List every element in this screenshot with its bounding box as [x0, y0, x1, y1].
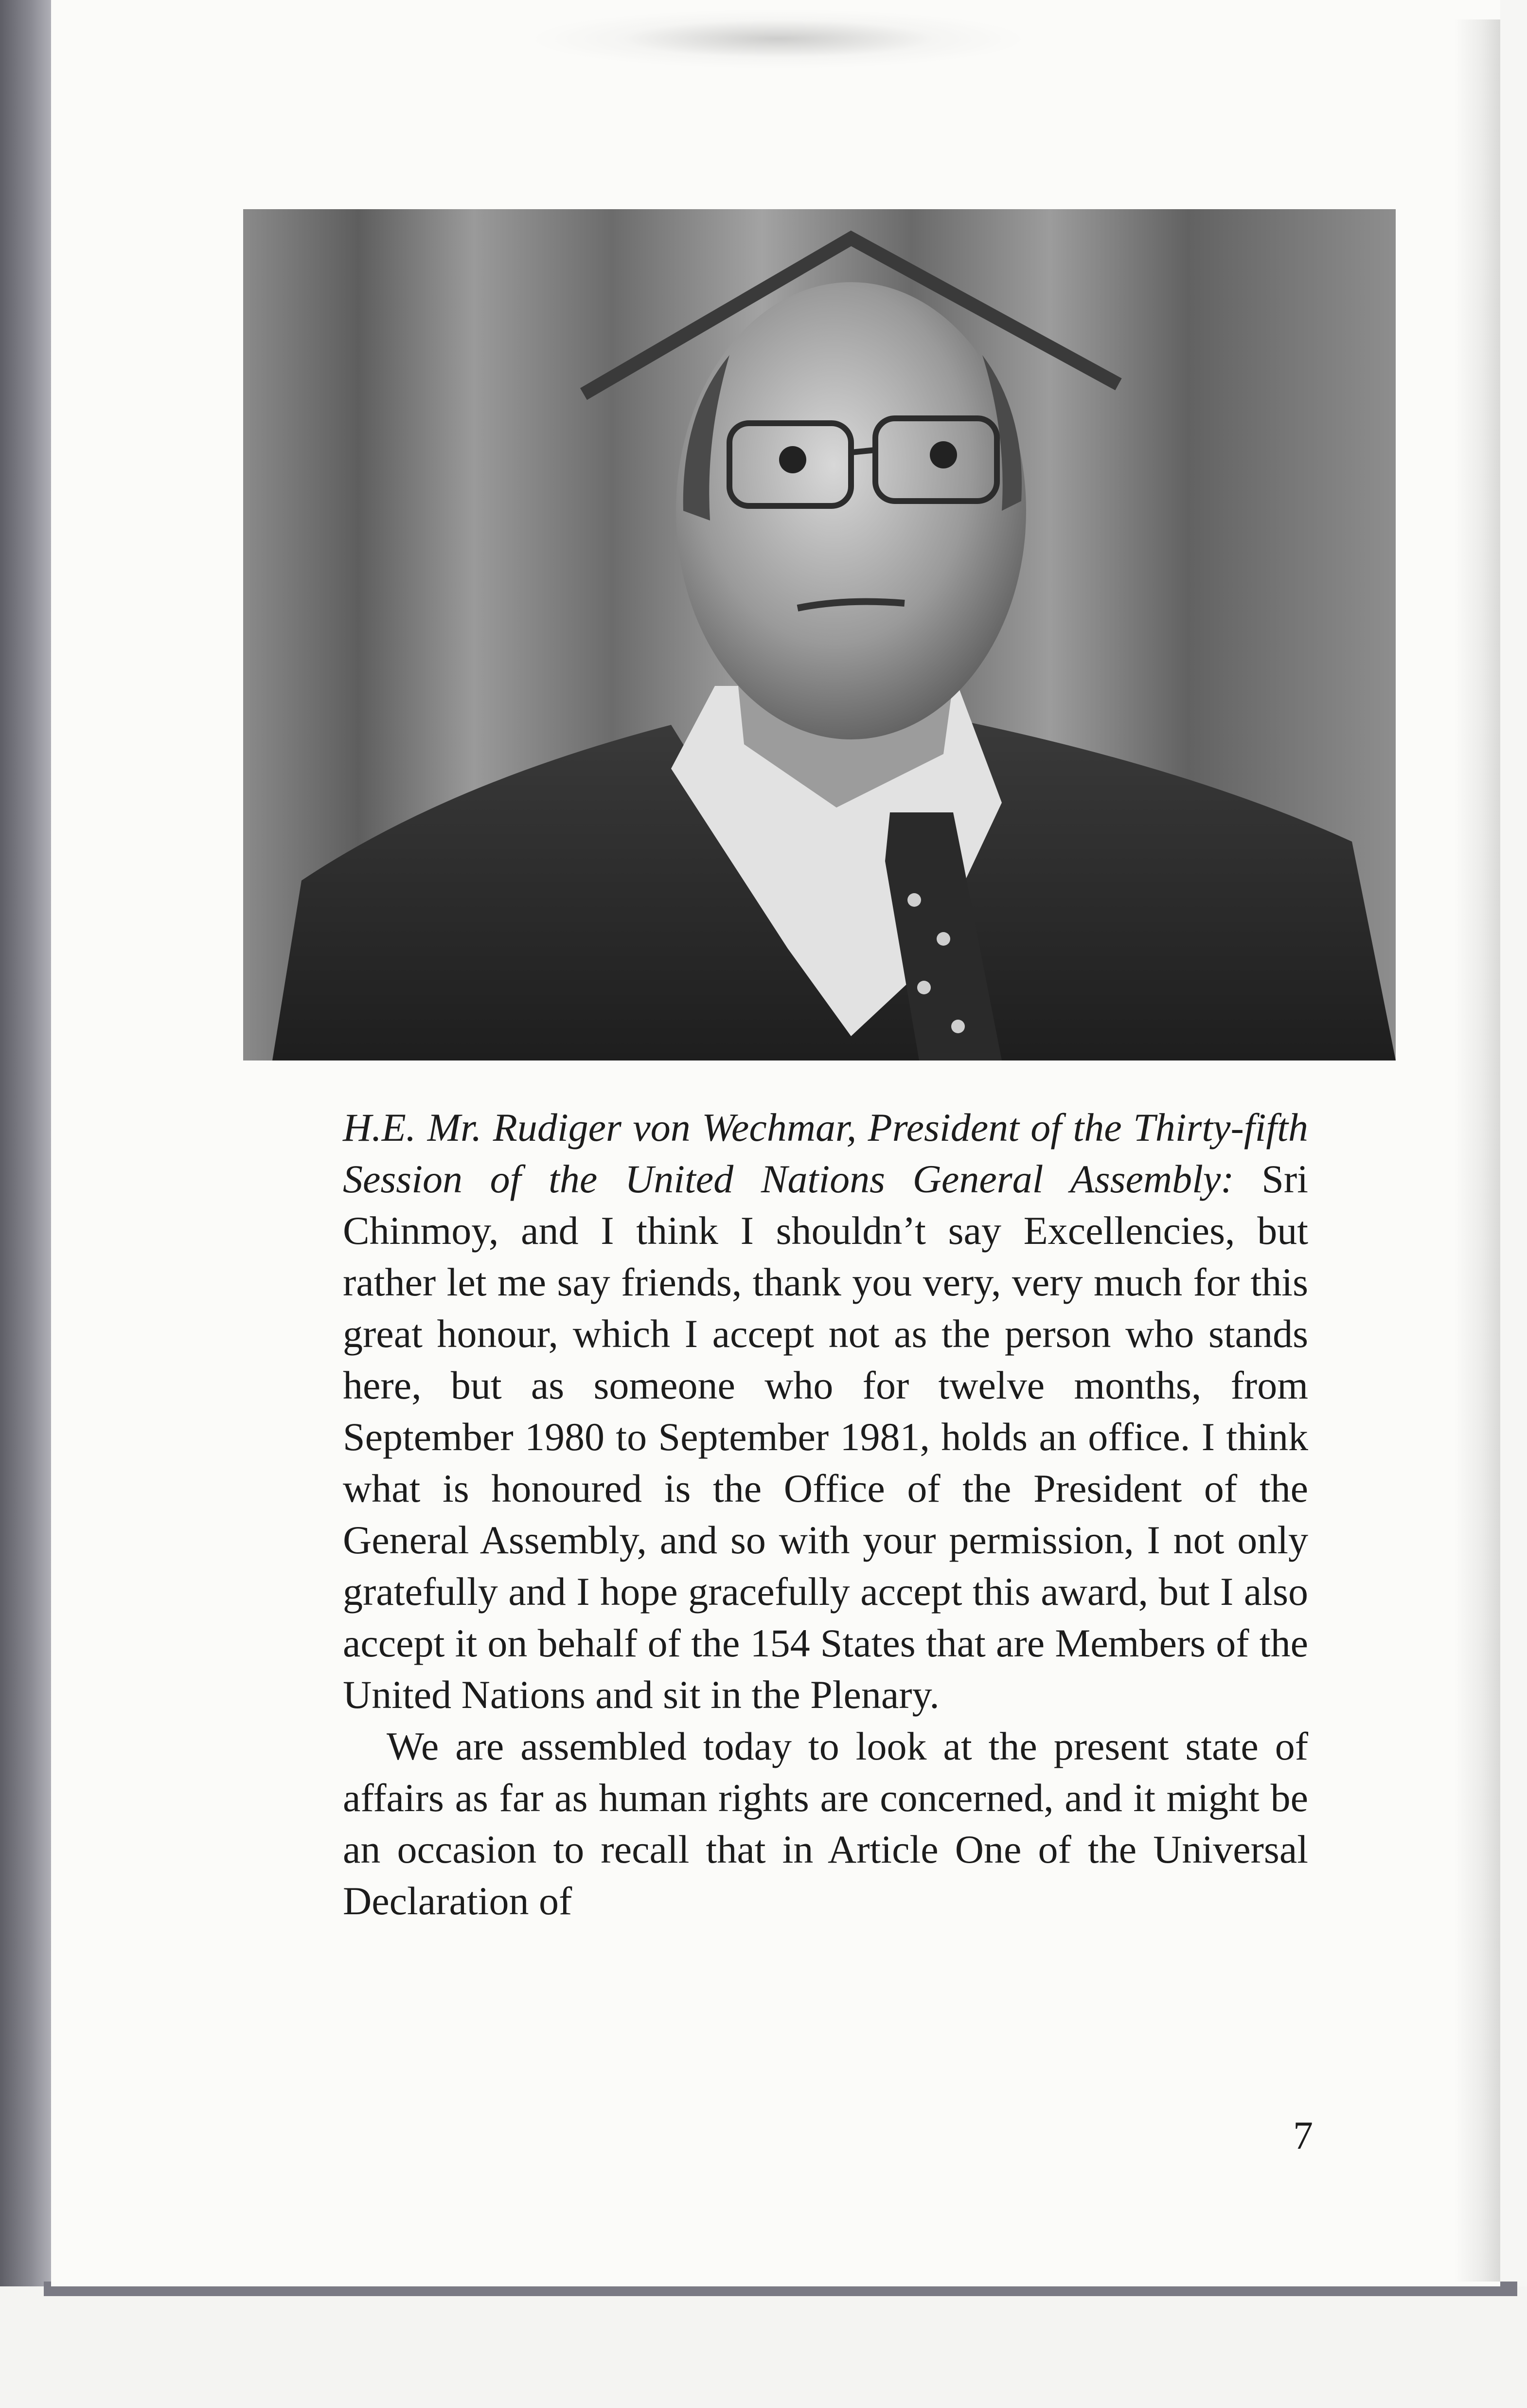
head [676, 282, 1026, 739]
tie-dot [907, 893, 921, 907]
speech-paragraph-1 [343, 1102, 1308, 1721]
scan-edge-right [1498, 0, 1527, 2408]
eye-right [930, 441, 957, 468]
glasses-bridge [851, 450, 875, 452]
tie-dot [951, 1020, 965, 1033]
speech-text-block [343, 1102, 1308, 1927]
tie-dot [937, 932, 950, 946]
scan-edge-left [0, 0, 56, 2408]
portrait-photo [243, 209, 1396, 1060]
speaker-caption: H.E. Mr. Rudiger von Wechmar, President of the Thirty-fifth Session of the United Nations General Assembly: [343, 1105, 1308, 1201]
print-smudge [535, 10, 1021, 68]
eye-left [779, 446, 806, 473]
page-edge-shadow [1454, 19, 1500, 2282]
speech-paragraph-2: We are assembled today to look at the present state of affairs as far as human rights are concerned, and it might be an occasion to recall that in Article One of the Universal Declaration of [343, 1724, 1308, 1923]
tie-dot [917, 981, 931, 994]
speech-paragraph-1-text: Sri Chinmoy, and I think I shouldn’t say Excellencies, but rather let me say friends, thank you very, very much for this great honour, which I accept not as the person who stands here, but as someone who for twelve months, from September 1980 to September 1981, holds an office. I think what is honoured is the Office of the President of the General Assembly, and so with your permission, I not only gratefully and I hope gracefully accept this award, but I also accept it on behalf of the 154 States that are Members of the United Nations and sit in the Plenary. [343, 1157, 1308, 1717]
scan-edge-bottom [0, 2286, 1527, 2408]
page-number: 7 [1293, 2113, 1313, 2157]
